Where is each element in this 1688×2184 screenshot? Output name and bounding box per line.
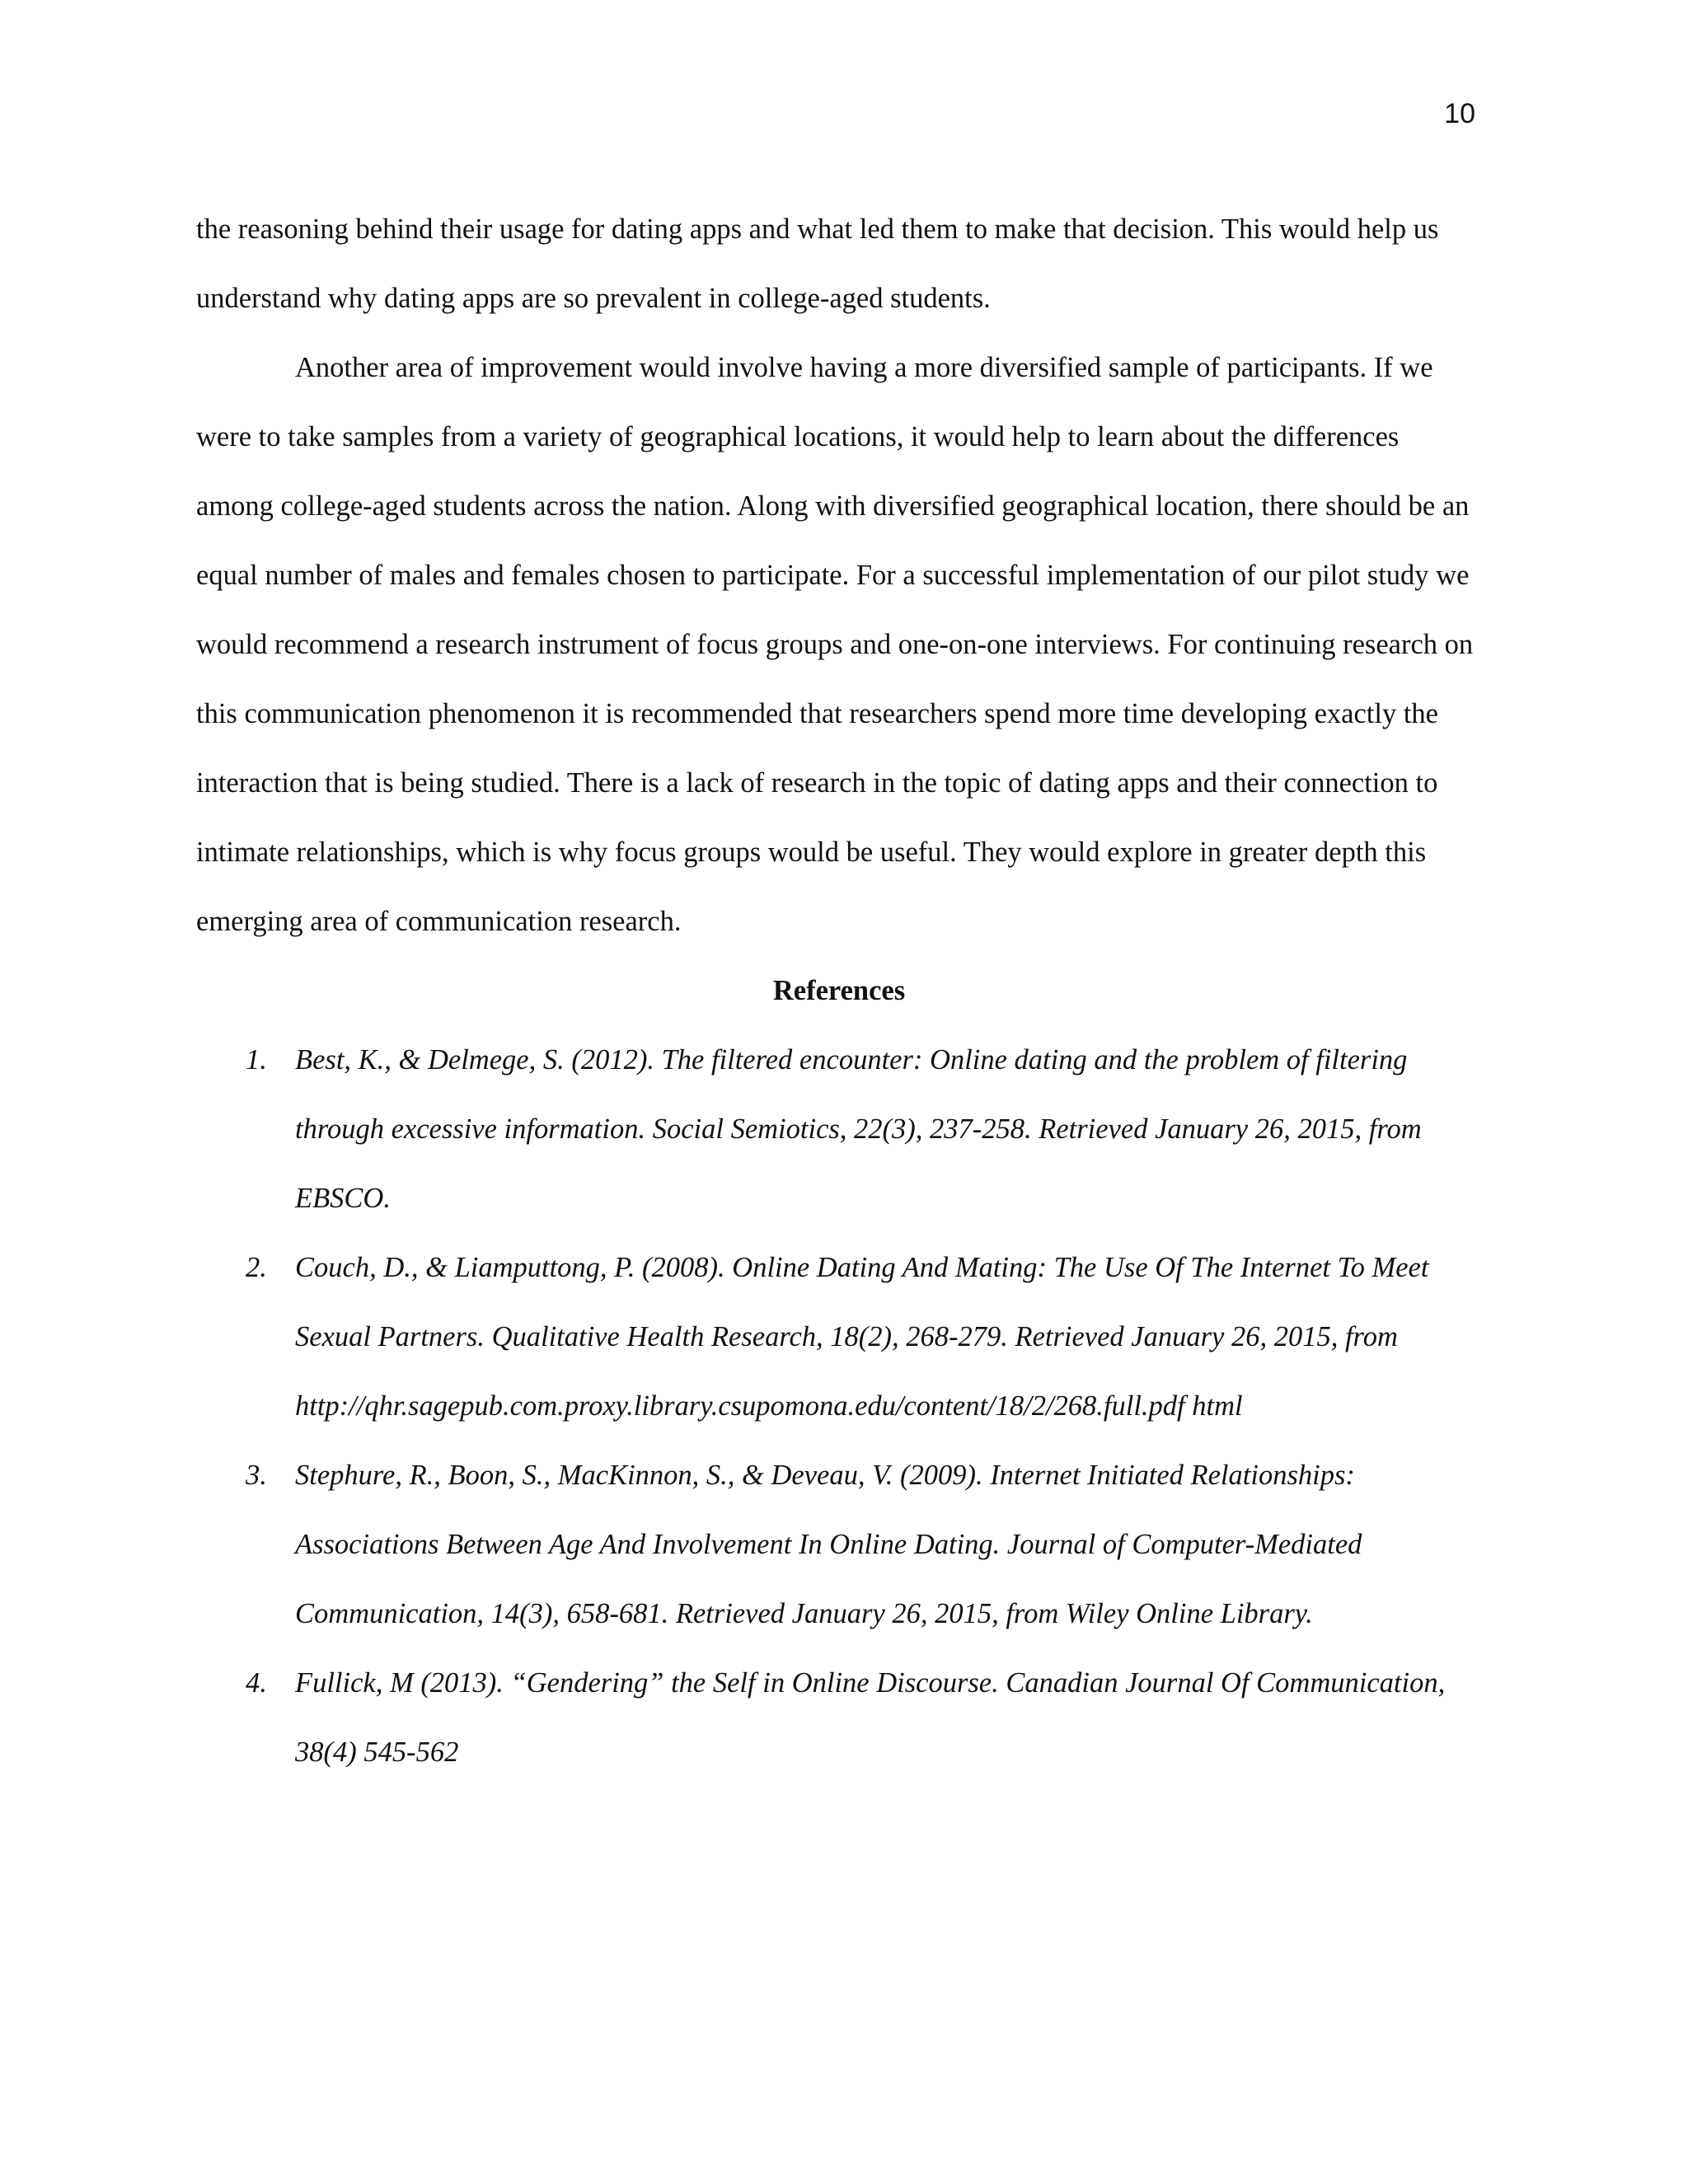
reference-item <box>196 1233 1482 1441</box>
references-list <box>196 1025 1482 1787</box>
reference-item <box>196 1441 1482 1648</box>
references-heading: References <box>772 975 906 1006</box>
reference-text: Fullick, M (2013). “Gendering” the Self in Online Discourse. Canadian Journal Of Communication, 38(4) 545-562 <box>295 1667 1446 1768</box>
document-body <box>196 194 1482 1787</box>
reference-item <box>196 1648 1482 1787</box>
reference-text: Couch, D., & Liamputtong, P. (2008). Online Dating And Mating: The Use Of The Internet To Meet Sexual Partners. Qualitative Health Research, 18(2), 268-279. Retrieved January 26, 2015, from http://qhr.sagepub.com.proxy.library.csupomona.edu/content/18/2/268.full.pdf html <box>295 1252 1429 1422</box>
reference-text: Best, K., & Delmege, S. (2012). The filtered encounter: Online dating and the problem of filtering through excessive information. Social Semiotics, 22(3), 237-258. Retrieved January 26, 2015, from EBSCO. <box>295 1044 1422 1214</box>
reference-number: 1. <box>246 1044 267 1076</box>
paragraph-improvement: Another area of improvement would involve having a more diversified sample of participants. If we were to take samples from a variety of geographical locations, it would help to learn about the differences among college-aged students across the nation. Along with diversified geographical location, there should be an equal number of males and females chosen to participate. For a successful implementation of our pilot study we would recommend a research instrument of focus groups and one-on-one interviews. For continuing research on this communication phenomenon it is recommended that researchers spend more time developing exactly the interaction that is being studied. There is a lack of research in the topic of dating apps and their connection to intimate relationships, which is why focus groups would be useful. They would explore in greater depth this emerging area of communication research. <box>196 352 1474 937</box>
paragraph-continuation: the reasoning behind their usage for dating apps and what led them to make that decision. This would help us understand why dating apps are so prevalent in college-aged students. <box>196 213 1439 314</box>
reference-number: 3. <box>246 1460 267 1491</box>
reference-number: 2. <box>246 1252 267 1283</box>
page-number: 10 <box>1444 98 1475 129</box>
reference-item <box>196 1025 1482 1233</box>
reference-text: Stephure, R., Boon, S., MacKinnon, S., & Deveau, V. (2009). Internet Initiated Relationships: Associations Between Age And Involvement In Online Dating. Journal of Computer-Mediated Communication, 14(3), 658-681. Retrieved January 26, 2015, from Wiley Online Library. <box>295 1460 1362 1629</box>
reference-number: 4. <box>246 1667 267 1699</box>
